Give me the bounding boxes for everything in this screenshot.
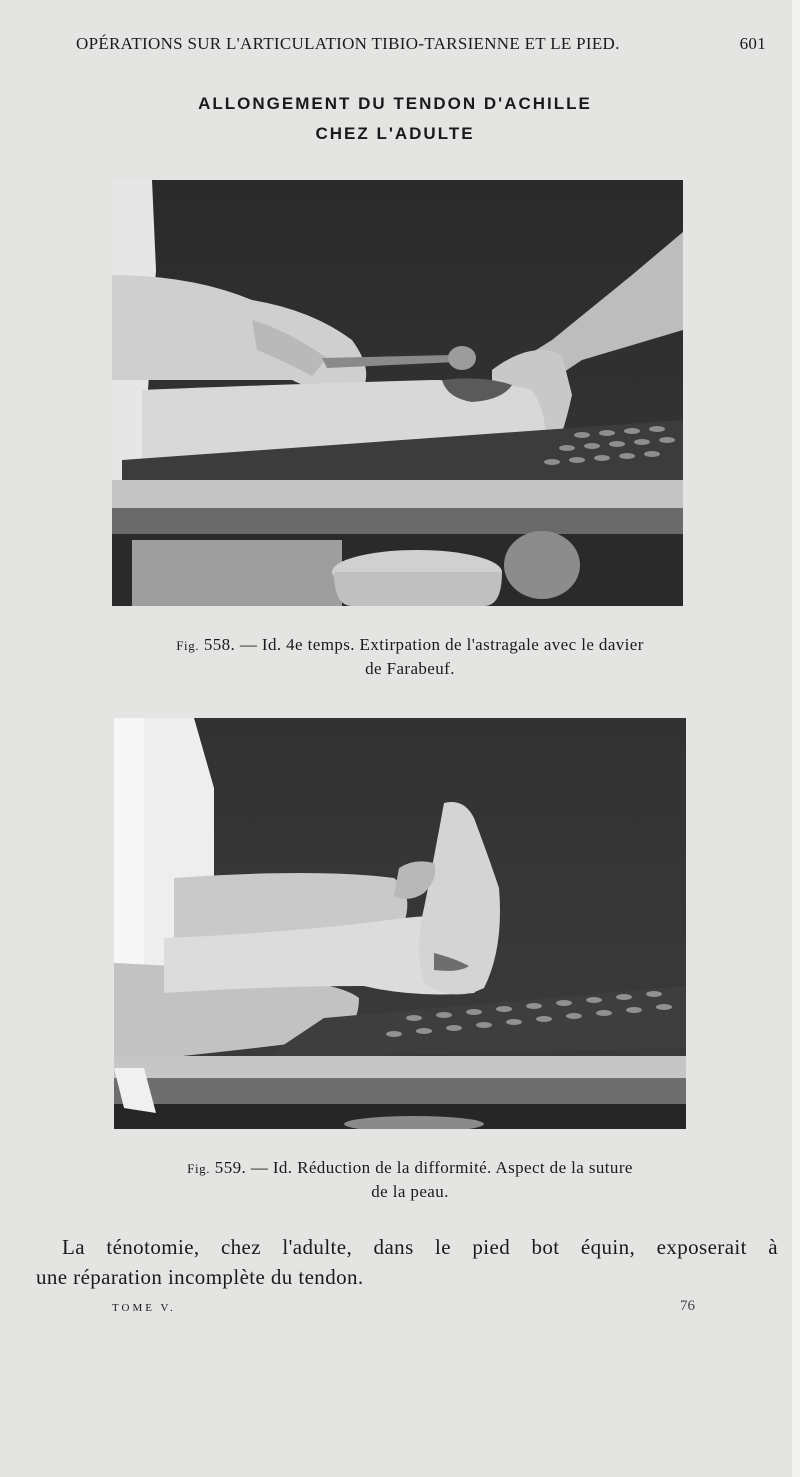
section-title-line-2: CHEZ L'ADULTE <box>315 124 475 143</box>
page-number: 601 <box>739 34 766 53</box>
section-title-line-1: ALLONGEMENT DU TENDON D'ACHILLE <box>198 94 592 113</box>
figure-559-caption <box>90 1156 730 1203</box>
body-line: La ténotomie, chez l'adulte, dans le pied bot équin, exposerait à <box>62 1235 778 1259</box>
caption-line: 559. — Id. Réduction de la difformité. Aspect de la suture <box>214 1158 633 1177</box>
figure-558-caption <box>90 633 730 680</box>
body-line: une réparation incomplète du tendon. <box>36 1265 364 1289</box>
page-edge <box>792 0 800 1477</box>
gathering-signature: 76 <box>680 1298 695 1314</box>
figure-558-photo <box>112 180 683 606</box>
body-paragraph <box>36 1232 778 1292</box>
caption-line: de la peau. <box>371 1182 449 1201</box>
figure-559-photo <box>114 718 686 1129</box>
tome-signature: TOME V. <box>112 1302 176 1314</box>
running-head <box>76 34 766 54</box>
figure-label: Fig. <box>176 638 200 653</box>
caption-line: de Farabeuf. <box>365 659 455 678</box>
figure-label: Fig. <box>187 1161 211 1176</box>
running-head-title: OPÉRATIONS SUR L'ARTICULATION TIBIO-TARSIENNE ET LE PIED. <box>76 34 620 53</box>
caption-line: 558. — Id. 4e temps. Extirpation de l'astragale avec le davier <box>203 635 644 654</box>
